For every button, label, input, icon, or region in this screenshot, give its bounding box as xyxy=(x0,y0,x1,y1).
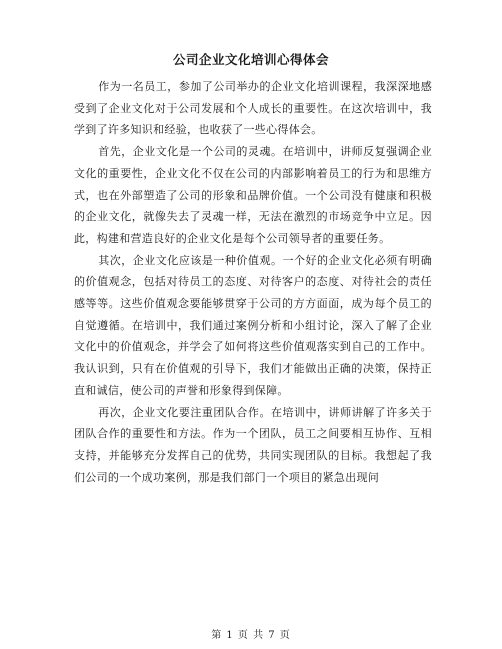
document-body xyxy=(74,76,432,488)
page-footer: 第 1 页 共 7 页 xyxy=(211,630,291,641)
document-title: 公司企业文化培训心得体会 xyxy=(172,52,329,67)
paragraph-intro: 作为一名员工，参加了公司举办的企业文化培训课程，我深深地感受到了企业文化对于公司发展和个人成长的重要性。在这次培训中，我学到了许多知识和经验，也收获了一些心得体会。 xyxy=(74,80,432,137)
paragraph-second: 其次，企业文化应该是一种价值观。一个好的企业文化必须有明确的价值观念，包括对待员工的态度、对待客户的态度、对待社会的责任感等等。这些价值观念要能够贯穿于公司的方方面面，成为每个员工的自觉遵循。在培训中，我们通过案例分析和小组讨论，深入了解了企业文化中的价值观念，并学会了如何将这些价值观落实到自己的工作中。我认识到，只有在价值观的引导下，我们才能做出正确的决策，保持正直和诚信，使公司的声誉和形象得到保障。 xyxy=(74,253,432,397)
paragraph-third: 再次，企业文化要注重团队合作。在培训中，讲师讲解了许多关于团队合作的重要性和方法。作为一个团队，员工之间要相互协作、互相支持，并能够充分发挥自己的优势，共同实现团队的目标。我想起了我们公司的一个成功案例，那是我们部门一个项目的紧急出现问 xyxy=(74,405,432,484)
paragraph-first: 首先，企业文化是一个公司的灵魂。在培训中，讲师反复强调企业文化的重要性，企业文化不仅在公司的内部影响着员工的行为和思维方式，也在外部塑造了公司的形象和品牌价值。一个公司没有健康和积极的企业文化，就像失去了灵魂一样，无法在激烈的市场竞争中立足。因此，构建和营造良好的企业文化是每个公司领导者的重要任务。 xyxy=(74,145,432,245)
